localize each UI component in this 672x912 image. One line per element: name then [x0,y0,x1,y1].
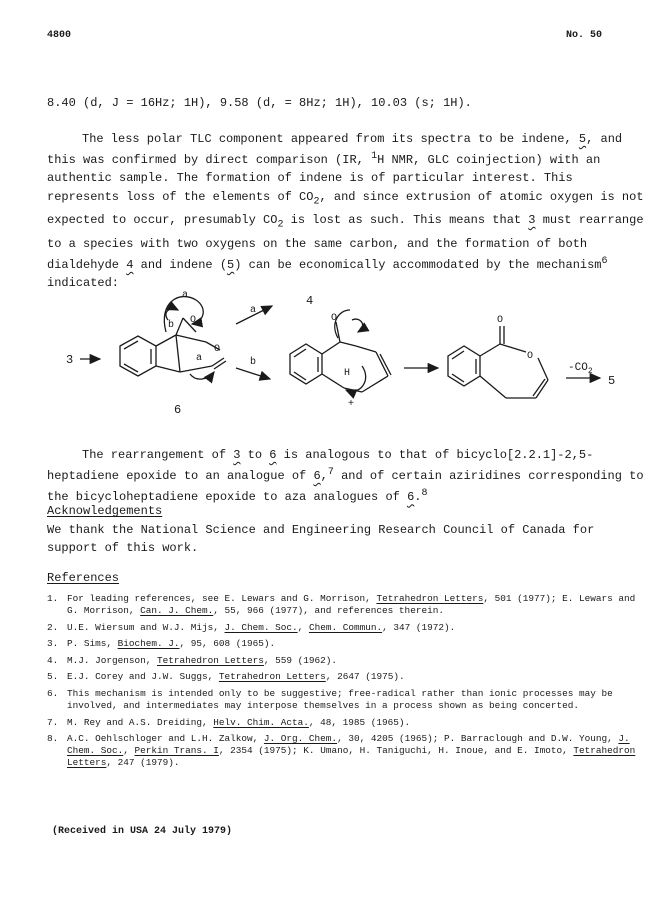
journal-name: Tetrahedron Letters [218,671,326,683]
benzene-ring [448,346,480,386]
reference-number: 2. [47,621,59,633]
path-label: a [196,353,203,364]
journal-name: J. Org. Chem. [263,733,338,745]
compound-ref: 6 [269,448,277,462]
journal-name: Tetrahedron Letters [376,593,484,604]
reference-text: , 48, 1985 (1965). [308,716,411,728]
atom-label: O [527,351,534,362]
reference-text: P. Sims, [67,638,118,650]
reference-text: E.J. Corey and J.W. Suggs, [67,671,219,683]
reference-text: , 501 (1977); E. Lewars and G. Morrison, [67,593,636,616]
reference-text: , 55, 966 (1977), and references therein. [213,605,444,616]
page-number: 4800 [47,30,72,41]
path-label: b [168,320,175,331]
reference-item [47,733,647,769]
benzene-ring [290,344,322,384]
received-date: (Received in USA 24 July 1979) [52,826,233,837]
compound-ref: 6 [407,490,415,505]
journal-name: Biochem. J. [117,638,180,650]
reference-text: A.C. Oehlschloger and L.H. Zalkow, [67,733,264,745]
paragraph-rearrangement: The rearrangement of 3 to 6 is analogous to that of bicyclo[2.2.1]-2,5-heptadiene epoxide to an analogue of 6,$^7$ and of certain aziridines corresponding to the bicycloheptadiene epoxide to aza analogues of 6.$^8$ [47,448,644,505]
issue-number: No. 50 [566,30,603,41]
compound-ref: 3 [528,213,536,228]
journal-name: J. Chem. Soc. [224,621,298,633]
path-label: b [250,357,257,368]
references-heading: References [47,571,120,585]
compound-label: 3 [66,353,74,367]
compound-label: 4 [306,294,314,308]
journal-name: Tetrahedron Letters [67,745,636,769]
compound-ref: 6 [313,469,321,484]
compound-label: 5 [608,374,616,388]
reference-text: For leading references, see E. Lewars and G. Morrison, [67,593,377,604]
journal-name: Chem. Commun. [308,621,383,633]
atom-label: O [497,315,504,326]
reference-number: 8. [47,733,59,745]
reference-text: , 2354 (1975); K. Umano, H. Taniguchi, H. Inoue, and E. Imoto, [218,745,574,757]
reference-item [47,671,647,683]
acknowledgements-text: We thank the National Science and Engineering Research Council of Canada for support of this work. [47,523,595,556]
charge-label: + [348,399,355,410]
reference-item [47,717,647,729]
reference-item [47,593,647,617]
journal-name: Perkin Trans. I [134,745,219,757]
compound-ref: 5 [578,132,587,146]
reference-text: M.J. Jorgenson, [67,654,158,666]
reference-text: , 30, 4205 (1965); P. Barraclough and D.W. Young, [337,733,619,745]
atom-label: H [344,368,351,379]
reaction-scheme [0,280,672,430]
journal-name: Can. J. Chem. [140,605,214,616]
reference-text: This mechanism is intended only to be suggestive; free-radical rather than ionic processes may be involved, and intermediates may interpose themselves in a process shown as being concerted. [67,687,613,711]
reference-item [47,688,647,712]
compound-label: 6 [174,403,182,417]
nmr-data-line: 8.40 (d, J = 16Hz; 1H), 9.58 (d, = 8Hz; 1H), 10.03 (s; 1H). [47,96,472,110]
reference-text: , [297,621,309,633]
reference-text: , 95, 608 (1965). [179,638,276,650]
reference-number: 4. [47,654,59,666]
reference-number: 7. [47,716,59,728]
compound-ref: 3 [233,448,241,462]
atom-label: O [190,315,197,326]
compound-ref: 4 [126,258,134,272]
paragraph-indene: The less polar TLC component appeared from its spectra to be indene, 5, and this was confirmed by direct comparison (IR, $^1$H NMR, GLC coinjection) with an authentic sample. The formation of indene is of particular interest. This represents loss of the elements of $CO_2$, and since extrusion of atomic oxygen is not expected to occur, presumably $CO_2$ is lost as such. This means that 3 must rearrange to a species with two oxygens on the same carbon, and the formation of both dialdehyde 4 and indene (5) can be economically accommodated by the mechanism$^6$ indicated: [47,132,644,291]
reference-text: , 559 (1962). [263,654,338,666]
path-label: a [250,305,257,316]
co2-loss-label: $-CO_2$ [568,362,593,376]
reference-list [47,593,647,774]
acknowledgements-heading: Acknowledgements [47,504,163,518]
journal-name: Helv. Chim. Acta. [213,716,309,728]
reference-text: M. Rey and A.S. Dreiding, [67,716,214,728]
compound-ref: 5 [227,258,235,272]
journal-name: J. Chem. Soc. [67,733,630,757]
atom-label: O [214,344,221,355]
reference-number: 3. [47,638,59,650]
reference-number: 6. [47,687,59,699]
reference-number: 5. [47,671,59,683]
path-label: a [182,290,189,301]
reference-text: , 347 (1972). [382,621,456,633]
reference-item [47,638,647,650]
reference-text: U.E. Wiersum and W.J. Mijs, [67,621,225,633]
arrow-b [236,368,270,379]
reference-item [47,655,647,667]
reference-number: 1. [47,593,59,604]
reference-text: , [123,745,135,757]
journal-name: Tetrahedron Letters [157,654,264,666]
reference-text: , 247 (1979). [106,757,180,769]
reference-item [47,622,647,634]
reference-text: , 2647 (1975). [325,671,405,683]
atom-label: O [331,313,338,324]
